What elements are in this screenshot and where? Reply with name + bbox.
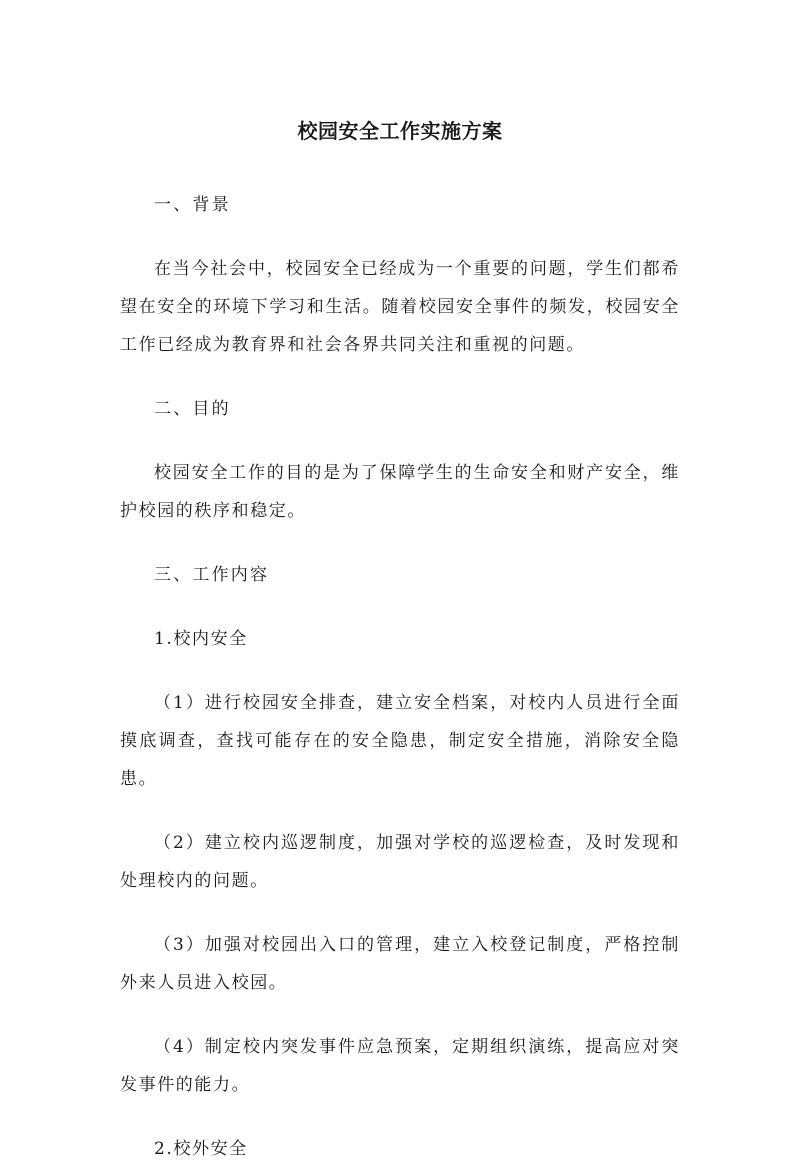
paragraph-purpose: 校园安全工作的目的是为了保障学生的生命安全和财产安全，维护校园的秩序和稳定。 [120, 463, 680, 521]
list-item-campus-4: （4）制定校内突发事件应急预案，定期组织演练，提高应对突发事件的能力。 [120, 1037, 680, 1095]
list-item-campus-3: （3）加强对校园出入口的管理，建立入校登记制度，严格控制外来人员进入校园。 [120, 935, 680, 993]
subheading-campus-safety: 1.校内安全 [154, 629, 248, 649]
list-item-campus-1: （1）进行校园安全排查，建立安全档案，对校内人员进行全面摸底调查，查找可能存在的安全隐患，制定安全措施，消除安全隐患。 [120, 693, 680, 789]
list-item-campus-2: （2）建立校内巡逻制度，加强对学校的巡逻检查，及时发现和处理校内的问题。 [120, 833, 680, 891]
subheading-off-campus-safety: 2.校外安全 [154, 1139, 248, 1159]
section-heading-purpose: 二、目的 [154, 399, 231, 419]
paragraph-background: 在当今社会中，校园安全已经成为一个重要的问题，学生们都希望在安全的环境下学习和生活。随着校园安全事件的频发，校园安全工作已经成为教育界和社会各界共同关注和重视的问题。 [120, 259, 680, 355]
section-heading-work-content: 三、工作内容 [154, 565, 270, 585]
section-heading-background: 一、背景 [154, 195, 231, 215]
document-title: 校园安全工作实施方案 [297, 119, 503, 143]
